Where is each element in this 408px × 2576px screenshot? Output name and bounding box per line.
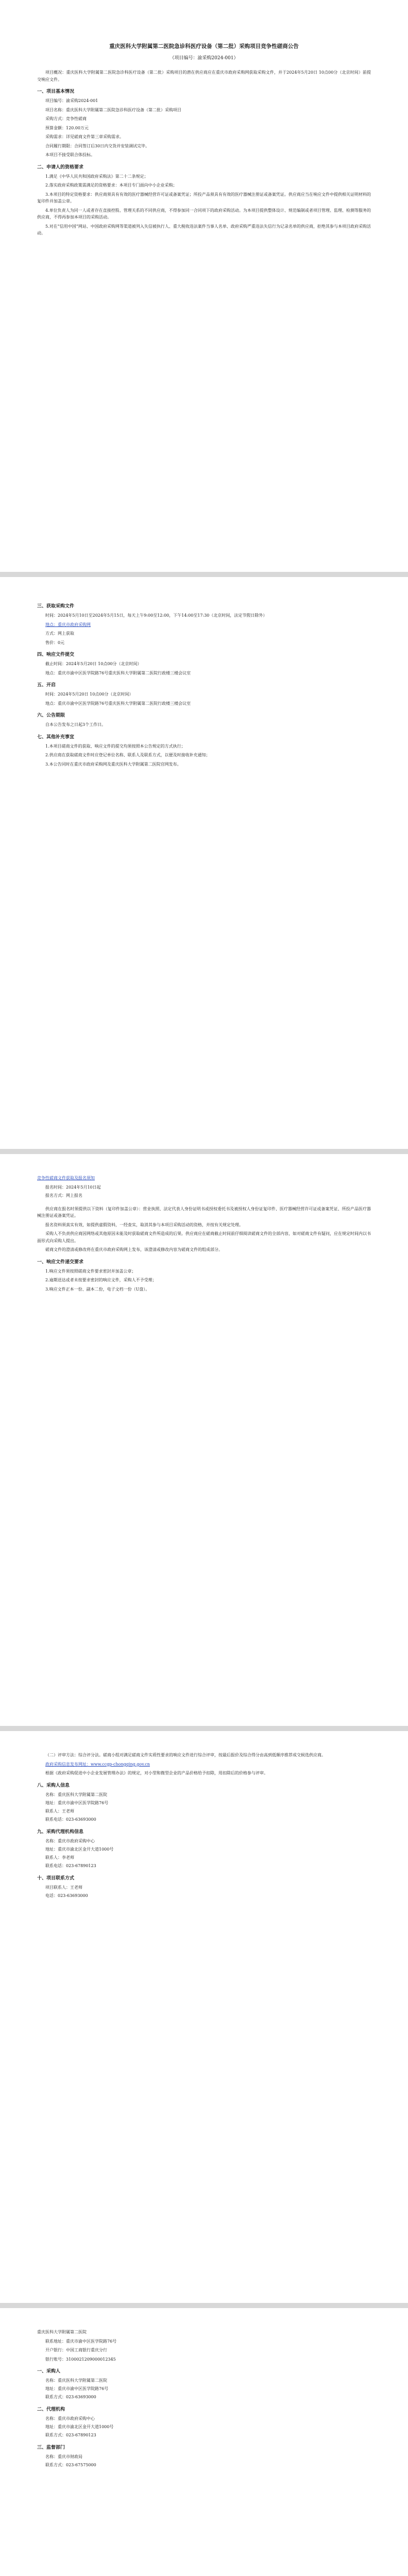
section-paragraph: 售价：0元: [45, 640, 65, 645]
intro-paragraph: 项目概况：重庆医科大学附属第二医院急诊科医疗设备（第二批）采购项目的潜在供应商应在重庆市政府采购网获取采购文件，并于2024年5月20日 10点00分（北京时间）前提交响应文件。: [37, 70, 371, 82]
section-paragraph: 磋商文件的澄清或修改将在重庆市政府采购网上发布，该澄清或修改内容为磋商文件的组成部分。: [45, 1247, 223, 1252]
list-item: 联系方式：023-67575000: [45, 2463, 96, 2467]
section-lead: 重庆医科大学附属第二医院: [37, 2330, 87, 2334]
list-item: 地址：重庆市渝北区金开大道1000号: [45, 1846, 114, 1852]
list-item: 联系人：王老师: [45, 1808, 74, 1814]
list-item: 联系方式：023-63693000: [45, 2395, 96, 2399]
project-number: （项目编号：渝采购2024-001）: [169, 56, 239, 61]
document-page-2: [0, 577, 408, 1149]
section-heading: 七、其他补充事宜: [37, 734, 75, 740]
list-item: 地址：重庆市渝北区金开大道1000号: [45, 2425, 114, 2429]
registration-heading-link[interactable]: 竞争性磋商文件获取及报名须知: [37, 1176, 95, 1180]
section-heading: 二、代理机构: [37, 2407, 65, 2412]
section-paragraph: 报名资料须真实有效，如提供虚假资料，一经查实，取消其参与本项目采购活动的资格，并按有关规定处理。: [45, 1222, 243, 1227]
section-paragraph: 1.响应文件须按照磋商文件要求密封并加盖公章；: [45, 1268, 136, 1274]
section-paragraph: 3.本公告同时在重庆市政府采购网及重庆医科大学附属第二医院官网发布。: [45, 761, 181, 767]
section-paragraph: 根据《政府采购促进中小企业发展管理办法》的规定，对小型和微型企业的产品价格给予扣除，用扣除后的价格参与评审。: [45, 1771, 268, 1775]
section-heading: 六、公告期限: [37, 713, 65, 718]
section-heading: 四、响应文件提交: [37, 652, 75, 657]
procurement-site-link[interactable]: 政府采购信息发布网址：www.ccgp-chongqing.gov.cn: [45, 1761, 150, 1767]
section-paragraph: 地点：重庆市渝中区医学院路76号重庆医科大学附属第二医院行政楼三楼会议室: [45, 701, 191, 706]
section-heading: 十、项目联系方式: [37, 1875, 75, 1881]
section-heading: 三、监督部门: [37, 2445, 65, 2450]
list-item: 名称：重庆医科大学附属第二医院: [45, 1792, 107, 1797]
section-paragraph: （二）评审方法：综合评分法。磋商小组对满足磋商文件实质性要求的响应文件进行综合评审，按最后报价及综合得分由高到低顺序推荐成交候选供应商。: [45, 1753, 326, 1757]
section-paragraph: 采购人不负责供应商因网络或其他原因未能及时获取磋商文件所造成的后果。供应商应在磋商截止时间前仔细阅读磋商文件的全部内容，如对磋商文件有疑问，应在规定时间内以书面形式向采购人提出。: [37, 1231, 371, 1243]
section-paragraph: 1.本项目磋商文件的获取、响应文件的提交均须按照本公告规定的方式执行；: [45, 743, 185, 749]
section-paragraph: 3.响应文件正本一份、副本二份，电子文档一份（U盘）。: [45, 1286, 150, 1292]
list-item: 地址：重庆市渝中区医学院路76号: [45, 2386, 109, 2391]
section-paragraph: 合同履行期限：合同签订后30日内交货并安装调试完毕。: [45, 143, 150, 148]
document-page-5: [0, 2308, 408, 2576]
section-paragraph: 供应商在报名时须提供以下资料（复印件加盖公章）：营业执照、法定代表人身份证明书或授权委托书及被授权人身份证复印件、医疗器械经营许可证或备案凭证、所投产品医疗器械注册证或备案凭证。: [37, 1206, 371, 1218]
section-heading: 二、申请人的资格要求: [37, 164, 84, 170]
section-paragraph: 采购方式：竞争性磋商: [45, 116, 87, 121]
list-item: 联系人：李老师: [45, 1855, 74, 1860]
list-item: 电话：023-63693000: [45, 1893, 88, 1898]
section-paragraph: 2.落实政府采购政策需满足的资格要求：本项目专门面向中小企业采购；: [45, 183, 177, 188]
section-paragraph: 项目名称：重庆医科大学附属第二医院急诊科医疗设备（第二批）采购项目: [45, 107, 181, 112]
list-item: 联系方式：023-67890123: [45, 2433, 96, 2437]
list-item: 名称：重庆市财政局: [45, 2454, 82, 2459]
section-paragraph: 方式：网上获取: [45, 631, 74, 636]
section-heading: 一、响应文件递交要求: [37, 1259, 84, 1265]
section-paragraph: 4.单位负责人为同一人或者存在直接控股、管理关系的不同供应商，不得参加同一合同项下的政府采购活动。为本项目提供整体设计、规范编制或者项目管理、监理、检测等服务的供应商，不得再参加本项目的采购活动。: [37, 208, 371, 219]
section-heading: 一、采购人: [37, 2369, 61, 2374]
section-paragraph: 时间：2024年5月20日 10点00分（北京时间）: [45, 692, 133, 697]
list-item: 联系电话：023-67890123: [45, 1863, 96, 1868]
section-heading: 九、采购代理机构信息: [37, 1829, 84, 1835]
section-heading: 三、获取采购文件: [37, 604, 75, 609]
page-title: 重庆医科大学附属第二医院急诊科医疗设备（第二批）采购项目竞争性磋商公告: [109, 43, 299, 49]
section-paragraph: 采购需求：详见磋商文件第三章采购需求。: [45, 134, 124, 139]
list-item: 名称：重庆市政府采购中心: [45, 1838, 95, 1843]
list-item: 联系电话：023-63693000: [45, 1817, 96, 1822]
section-paragraph: 本项目不接受联合体投标。: [45, 152, 95, 157]
section-paragraph: 预算金额：120.00万元: [45, 125, 89, 130]
section-paragraph: 地点：重庆市渝中区医学院路76号重庆医科大学附属第二医院行政楼三楼会议室: [45, 670, 191, 675]
document-page-1: [0, 0, 408, 572]
list-item: 报名时间：2024年5月10日起: [45, 1184, 101, 1190]
section-paragraph: 2.供应商在获取磋商文件时应登记单位名称、联系人及联系方式，以便及时接收补充通知；: [45, 753, 210, 757]
procurement-site-link[interactable]: 地点：重庆市政府采购网: [45, 622, 91, 627]
list-item: 名称：重庆市政府采购中心: [45, 2416, 95, 2421]
section-paragraph: 5.对在“信用中国”网站、中国政府采购网等渠道被列入失信被执行人、重大税收违法案件当事人名单、政府采购严重违法失信行为记录名单的供应商，拒绝其参与本项目政府采购活动。: [37, 224, 371, 235]
section-heading: 五、开启: [37, 683, 56, 688]
list-item: 项目联系人：王老师: [45, 1885, 82, 1890]
section-paragraph: 时间：2024年5月10日至2024年5月15日，每天上午9:00至12:00，下午14:00至17:30（北京时间，法定节假日除外）: [45, 613, 267, 618]
section-paragraph: 3.本项目的特定资格要求：供应商须具有有效的医疗器械经营许可证或备案凭证；所投产品须具有有效的医疗器械注册证或备案凭证。供应商应当在响应文件中提供相关证明材料的复印件并加盖公章。: [37, 192, 371, 204]
section-paragraph: 自本公告发布之日起3个工作日。: [45, 722, 106, 727]
section-paragraph: 截止时间：2024年5月20日 10点00分（北京时间）: [45, 662, 142, 666]
section-paragraph: 1.满足《中华人民共和国政府采购法》第二十二条规定；: [45, 174, 148, 179]
list-item: 地址：重庆市渝中区医学院路76号: [45, 1800, 109, 1805]
document-page-4: [0, 1731, 408, 2303]
section-paragraph: 银行账号：3100021209000012345: [45, 2357, 116, 2362]
section-heading: 一、项目基本情况: [37, 89, 75, 94]
section-paragraph: 项目编号：渝采购2024-001: [45, 98, 98, 103]
list-item: 名称：重庆医科大学附属第二医院: [45, 2378, 107, 2383]
section-paragraph: 联系地址：重庆市渝中区医学院路76号: [45, 2338, 117, 2344]
list-item: 报名方式：网上报名: [45, 1193, 82, 1198]
section-heading: 八、采购人信息: [37, 1783, 70, 1788]
document-page-3: [0, 1154, 408, 1726]
section-paragraph: 2.逾期送达或者未按要求密封的响应文件，采购人不予受理；: [45, 1278, 157, 1282]
section-paragraph: 开户银行：中国工商银行重庆分行: [45, 2348, 107, 2352]
